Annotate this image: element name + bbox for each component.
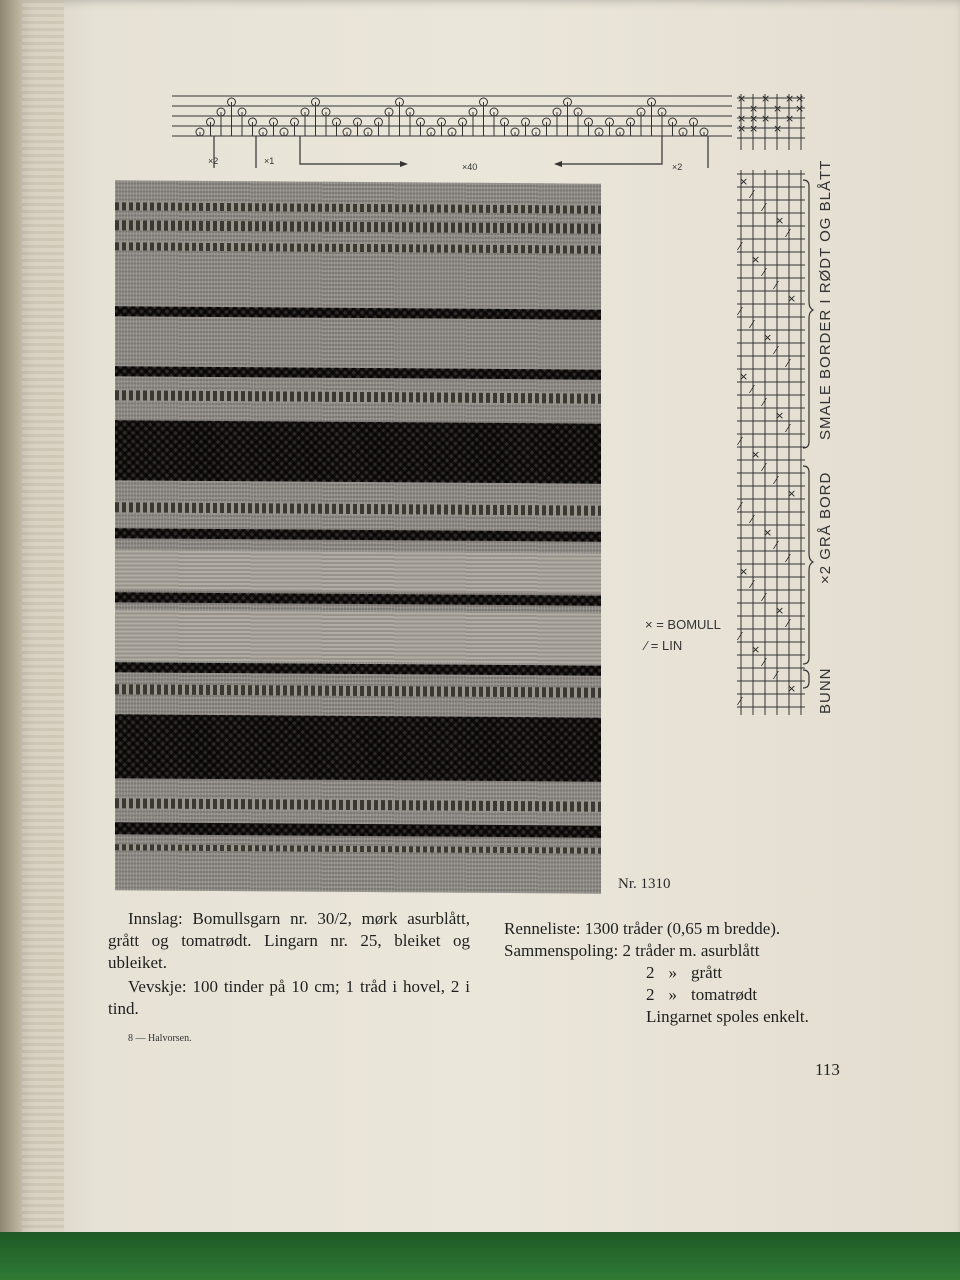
color-red: tomatrødt	[691, 985, 758, 1004]
svg-text:⁄: ⁄	[739, 240, 741, 253]
woven-fabric-photo	[115, 180, 601, 893]
svg-text:⁄: ⁄	[763, 266, 765, 279]
fabric-band	[115, 822, 601, 837]
svg-text:×: ×	[787, 487, 797, 500]
fabric-band	[115, 592, 601, 605]
fabric-band	[115, 420, 601, 483]
svg-text:×: ×	[775, 409, 785, 422]
book-edge	[0, 0, 24, 1244]
svg-text:×: ×	[795, 102, 805, 115]
green-table-surface	[0, 1232, 960, 1280]
fabric-band	[115, 220, 601, 233]
svg-text:×: ×	[749, 122, 759, 135]
tieup-grid	[737, 90, 807, 150]
sammenspoling-line	[504, 940, 844, 962]
svg-text:⁄: ⁄	[787, 422, 789, 435]
svg-text:⁄: ⁄	[739, 500, 741, 513]
svg-text:⁄: ⁄	[787, 552, 789, 565]
repeat-label-x2-left: ×2	[208, 156, 219, 166]
svg-text:⁄: ⁄	[763, 591, 765, 604]
svg-text:⁄: ⁄	[751, 578, 753, 591]
fabric-band	[115, 242, 601, 253]
legend-bomull: × = BOMULL	[645, 617, 721, 632]
fabric-band	[115, 366, 601, 379]
vevskje-paragraph: Vevskje: 100 tinder på 10 cm; 1 tråd i hovel, 2 i tind.	[108, 977, 470, 1018]
sammenspoling-label: Sammenspoling:	[504, 941, 619, 960]
svg-text:⁄: ⁄	[751, 513, 753, 526]
page-gutter	[22, 0, 64, 1244]
svg-text:⁄: ⁄	[739, 435, 741, 448]
svg-text:×: ×	[775, 604, 785, 617]
page-number: 113	[815, 1060, 840, 1079]
svg-text:×: ×	[775, 214, 785, 227]
sammenspoling-red	[504, 984, 844, 1006]
svg-text:⁄: ⁄	[763, 201, 765, 214]
fabric-band	[115, 610, 601, 663]
svg-text:×: ×	[749, 102, 759, 115]
repeat-label-x40: ×40	[462, 162, 478, 172]
svg-text:×: ×	[785, 92, 795, 105]
lingarnet-line: Lingarnet spoles enkelt.	[646, 1007, 809, 1026]
svg-text:×: ×	[795, 92, 805, 105]
figure-caption: Nr. 1310	[618, 876, 671, 892]
renneliste-line: Renneliste: 1300 tråder (0,65 m bredde).	[504, 919, 781, 938]
treadling-grid	[737, 170, 817, 720]
svg-text:⁄: ⁄	[763, 396, 765, 409]
svg-text:×: ×	[737, 92, 747, 105]
sammenspoling-grey	[504, 962, 844, 984]
label-smale-border: SMALE BORDER I RØDT OG BLÅTT	[817, 159, 834, 440]
repeat-label-x2-right: ×2	[672, 162, 683, 172]
fabric-band	[115, 202, 601, 213]
svg-text:⁄: ⁄	[775, 344, 777, 357]
fabric-band	[115, 390, 601, 403]
fabric-band	[115, 662, 601, 675]
svg-text:⁄: ⁄	[739, 630, 741, 643]
svg-text:×: ×	[737, 122, 747, 135]
svg-text:×: ×	[773, 102, 783, 115]
svg-text:×: ×	[773, 122, 783, 135]
label-gra-bord: ×2 GRÅ BORD	[817, 471, 834, 584]
svg-text:⁄: ⁄	[787, 357, 789, 370]
svg-text:×: ×	[751, 643, 761, 656]
draft-legend	[645, 614, 721, 656]
svg-text:⁄: ⁄	[739, 305, 741, 318]
signature-mark: 8 — Halvorsen.	[128, 1033, 192, 1044]
sammenspoling-first: 2 tråder m. asurblått	[622, 941, 760, 960]
svg-text:×: ×	[739, 565, 749, 578]
svg-text:⁄: ⁄	[751, 318, 753, 331]
svg-text:×: ×	[763, 331, 773, 344]
legend-lin: ⁄ = LIN	[645, 638, 683, 653]
svg-text:×: ×	[787, 682, 797, 695]
svg-text:⁄: ⁄	[775, 279, 777, 292]
svg-text:⁄: ⁄	[763, 461, 765, 474]
svg-text:×: ×	[739, 370, 749, 383]
svg-text:⁄: ⁄	[787, 227, 789, 240]
fabric-band	[115, 798, 601, 811]
repeat-label-x1: ×1	[264, 156, 275, 166]
count-red: 2	[646, 985, 655, 1004]
svg-text:×: ×	[749, 112, 759, 125]
fabric-band	[115, 844, 601, 853]
svg-text:⁄: ⁄	[751, 383, 753, 396]
ditto-mark: »	[668, 985, 677, 1004]
svg-text:×: ×	[751, 448, 761, 461]
svg-text:⁄: ⁄	[775, 669, 777, 682]
svg-text:⁄: ⁄	[763, 656, 765, 669]
left-text-column	[108, 908, 470, 1022]
svg-text:⁄: ⁄	[739, 695, 741, 708]
svg-text:×: ×	[761, 112, 771, 125]
svg-text:×: ×	[751, 253, 761, 266]
svg-text:⁄: ⁄	[775, 539, 777, 552]
fabric-band	[115, 550, 601, 593]
svg-text:⁄: ⁄	[751, 188, 753, 201]
count-grey: 2	[646, 963, 655, 982]
innslag-paragraph: Innslag: Bomullsgarn nr. 30/2, mørk asurblått, grått og tomatrødt. Lingarn nr. 25, bleiket og ubleiket.	[108, 909, 470, 972]
svg-text:⁄: ⁄	[787, 617, 789, 630]
threading-draft	[172, 88, 732, 178]
right-text-column	[504, 918, 844, 1028]
fabric-band	[115, 714, 601, 781]
fabric-band	[115, 684, 601, 697]
svg-text:×: ×	[763, 526, 773, 539]
svg-text:×: ×	[737, 112, 747, 125]
fabric-band	[115, 502, 601, 515]
color-grey: grått	[691, 963, 723, 982]
label-bunn: BUNN	[817, 667, 834, 714]
svg-text:×: ×	[739, 175, 749, 188]
svg-text:×: ×	[785, 112, 795, 125]
ditto-mark: »	[668, 963, 677, 982]
svg-text:⁄: ⁄	[775, 474, 777, 487]
svg-text:×: ×	[761, 92, 771, 105]
svg-text:×: ×	[787, 292, 797, 305]
fabric-band	[115, 306, 601, 319]
fabric-band	[115, 528, 601, 541]
